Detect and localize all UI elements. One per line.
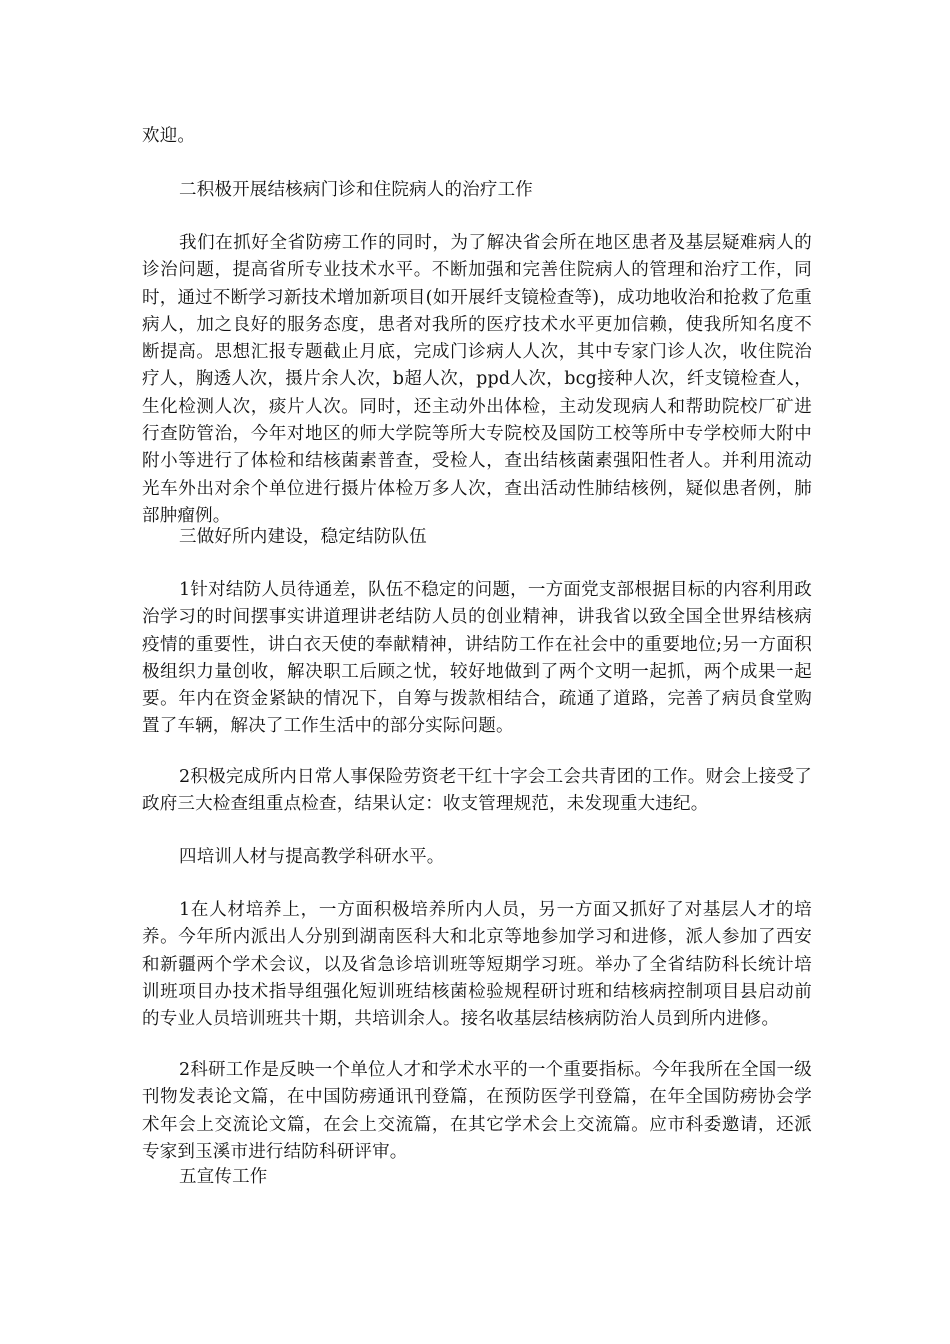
section-3-paragraph-2: 2积极完成所内日常人事保险劳资老干红十字会工会共青团的工作。财会上接受了政府三大检查组重点检查，结果认定：收支管理规范，未发现重大违纪。 [142,767,812,815]
section-2-heading: 二积极开展结核病门诊和住院病人的治疗工作 [179,180,533,200]
intro-tail-text: 欢迎。 [142,126,196,146]
section-3-heading: 三做好所内建设，稳定结防队伍 [179,527,427,547]
section-2-paragraph: 我们在抓好全省防痨工作的同时，为了解决省会所在地区患者及基层疑难病人的诊治问题，提高省所专业技术水平。不断加强和完善住院病人的管理和治疗工作，同时，通过不断学习新技术增加新项目(如开展纤支镜检查等)，成功地收治和抢救了危重病人，加之良好的服务态度，患者对我所的医疗技术水平更加信赖，使我所知名度不断提高。思想汇报专题截止月底，完成门诊病人人次，其中专家门诊人次，收住院治疗人，胸透人次，摄片余人次，b超人次，ppd人次，bcg接种人次，纤支镜检查人，生化检测人次，痰片人次。同时，还主动外出体检，主动发现病人和帮助院校厂矿进行查防管治，今年对地区的师大学院等所大专院校及国防工校等所中专学校师大附中附小等进行了体检和结核菌素普查，受检人，查出结核菌素强阳性者人。并利用流动光车外出对余个单位进行摄片体检万多人次，查出活动性肺结核例，疑似患者例，肺部肿瘤例。 [142,233,812,526]
section-4-paragraph-2: 2科研工作是反映一个单位人才和学术水平的一个重要指标。今年我所在全国一级刊物发表论文篇，在中国防痨通讯刊登篇，在预防医学刊登篇，在年全国防痨协会学术年会上交流论文篇，在会上交流篇，在其它学术会上交流篇。应市科委邀请，还派专家到玉溪市进行结防科研评审。 [142,1060,812,1162]
section-4-paragraph-1: 1在人材培养上，一方面积极培养所内人员，另一方面又抓好了对基层人才的培养。今年所内派出人分别到湖南医科大和北京等地参加学习和进修，派人参加了西安和新疆两个学术会议，以及省急诊培训班等短期学习班。举办了全省结防科长统计培训班项目办技术指导组强化短训班结核菌检验规程研讨班和结核病控制项目县启动前的专业人员培训班共十期，共培训余人。接名收基层结核病防治人员到所内进修。 [142,900,812,1030]
section-5-heading: 五宣传工作 [179,1167,268,1187]
section-4-heading: 四培训人材与提高教学科研水平。 [179,847,445,867]
section-3-paragraph-1: 1针对结防人员待通差，队伍不稳定的问题，一方面党支部根据目标的内容利用政治学习的时间摆事实讲道理讲老结防人员的创业精神，讲我省以致全国全世界结核病疫情的重要性，讲白衣天使的奉献精神，讲结防工作在社会中的重要地位;另一方面积极组织力量创收，解决职工后顾之忧，较好地做到了两个文明一起抓，两个成果一起要。年内在资金紧缺的情况下，自筹与拨款相结合，疏通了道路，完善了病员食堂购置了车辆，解决了工作生活中的部分实际问题。 [142,580,812,737]
